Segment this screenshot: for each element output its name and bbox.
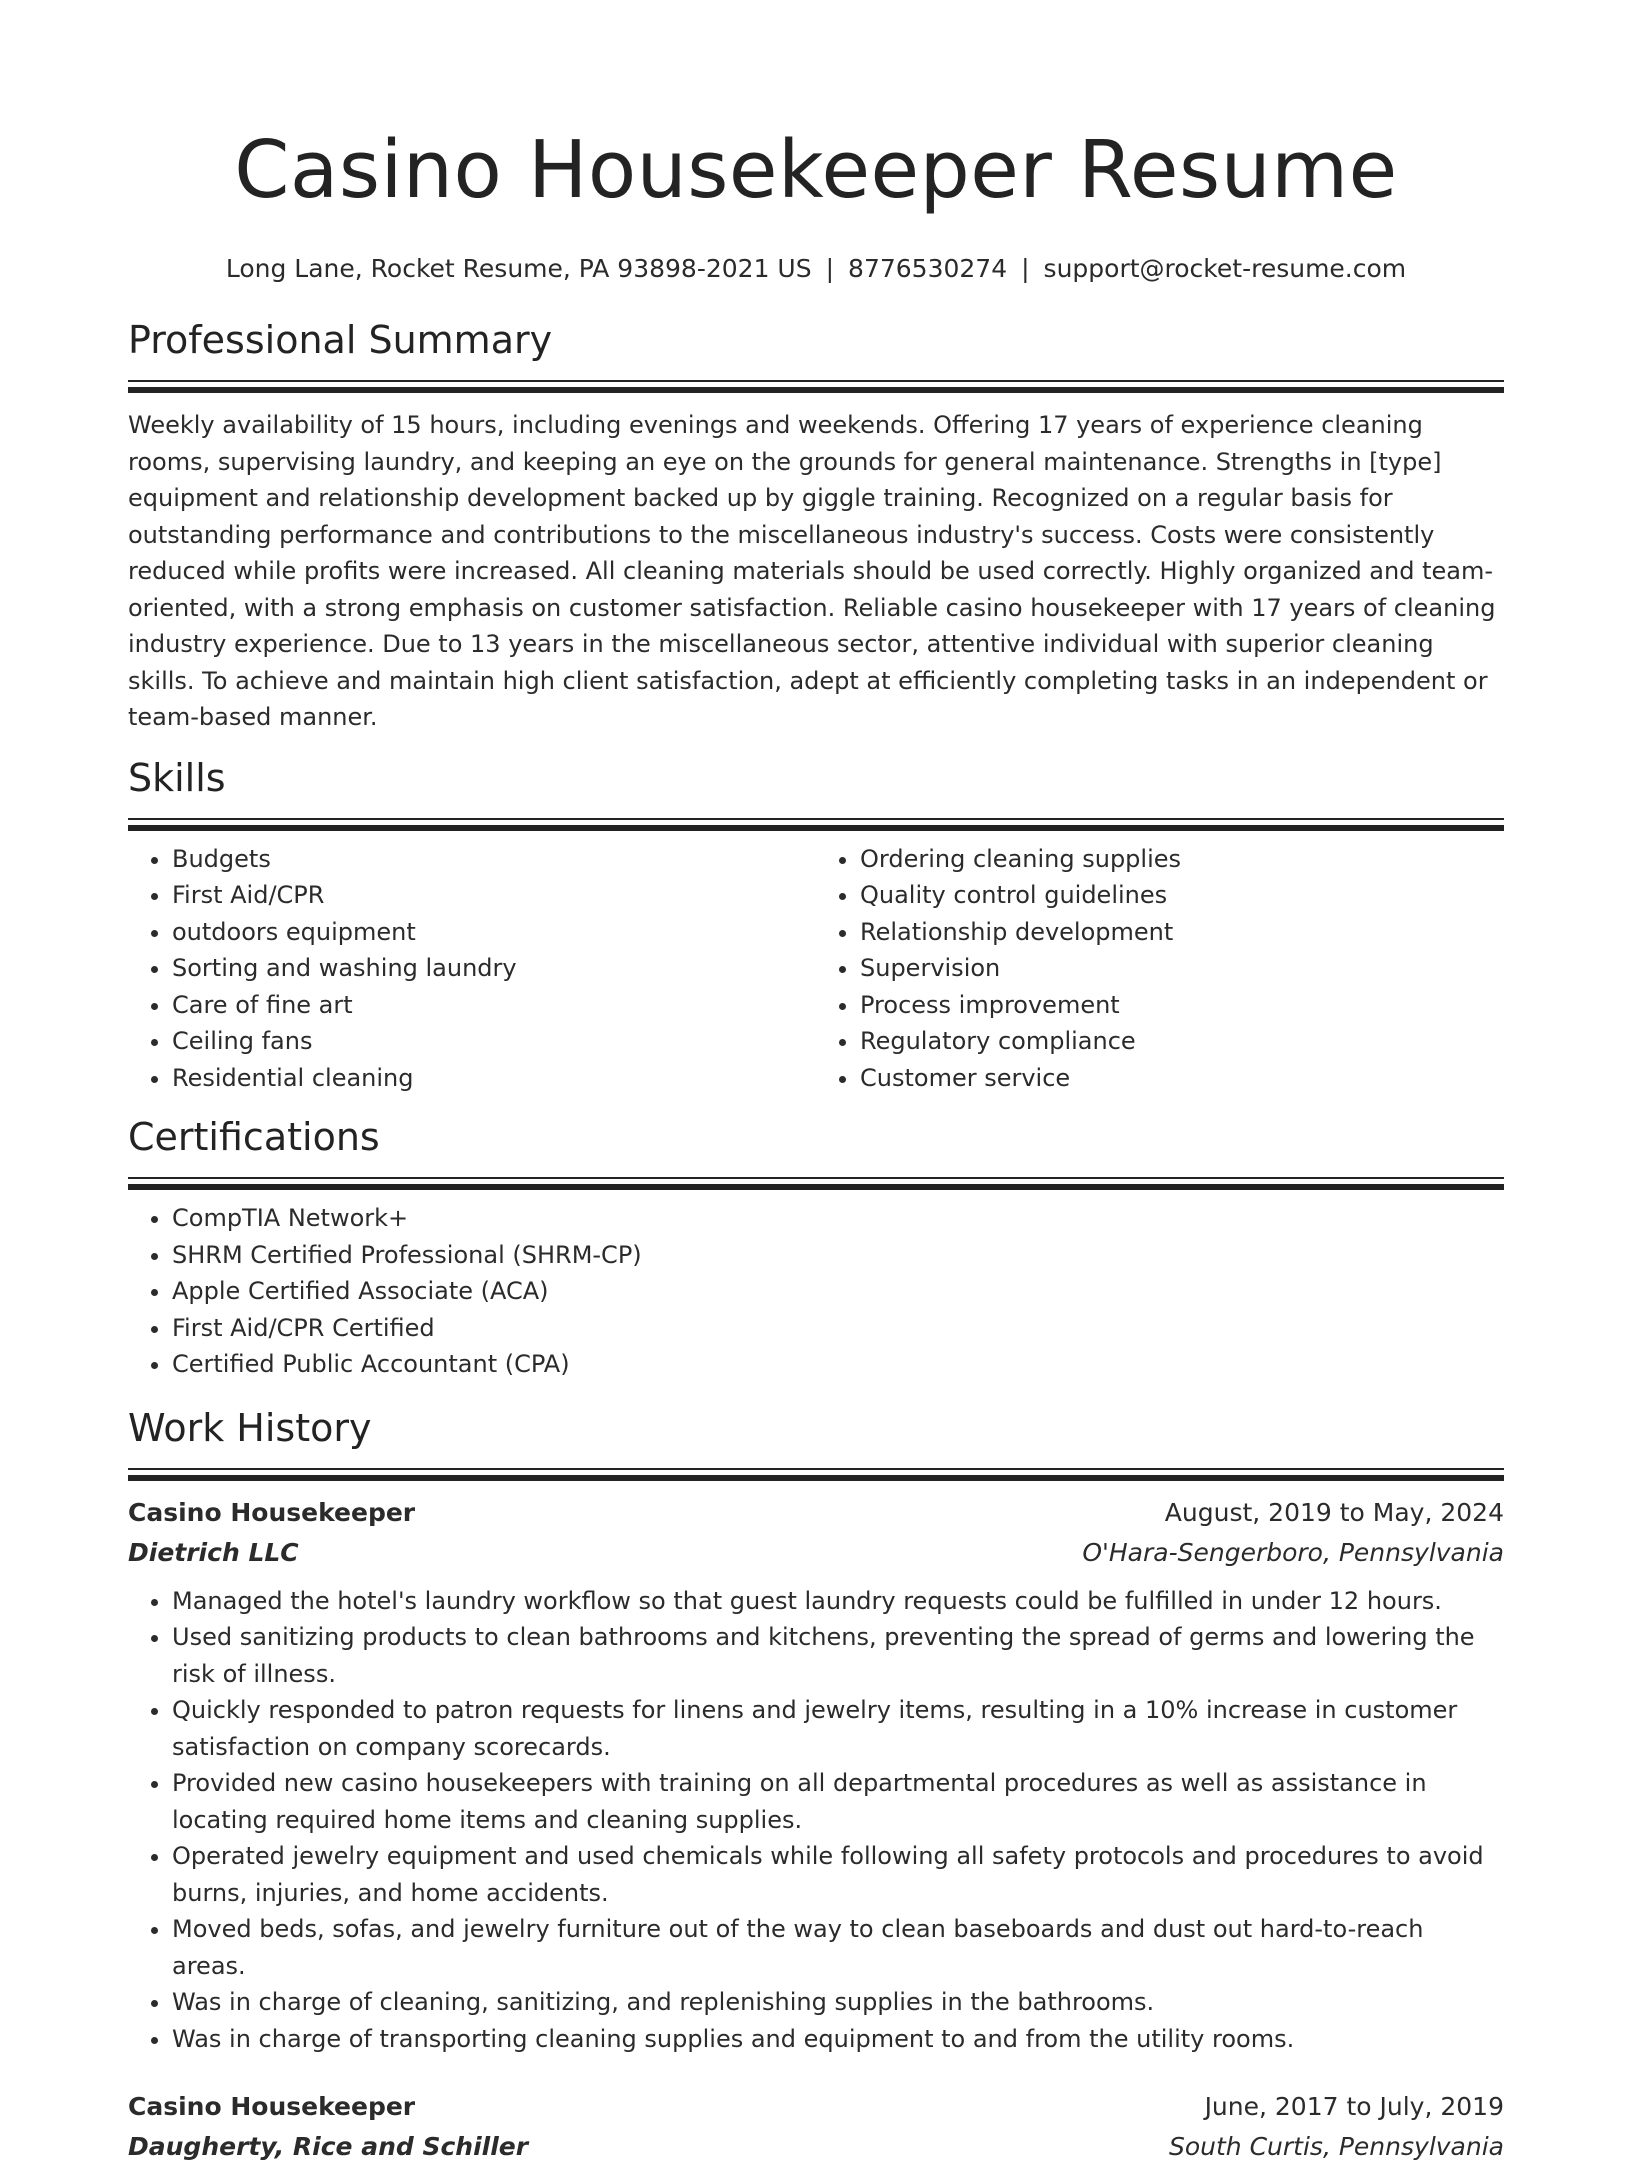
divider-thin (128, 1468, 1504, 1470)
divider-thin (128, 380, 1504, 382)
certification-item: • SHRM Certified Professional (SHRM-CP) (172, 1237, 1504, 1274)
section-divider (128, 380, 1504, 393)
job-location: South Curtis, Pennsylvania (1169, 2127, 1504, 2167)
divider-thin (128, 1177, 1504, 1179)
job-bullet: • Was in charge of transporting cleaning supplies and equipment to and from the utility rooms. (172, 2021, 1504, 2058)
skills-columns (128, 841, 1504, 1097)
divider-thick (128, 387, 1504, 393)
skill-item: • Customer service (860, 1060, 1504, 1097)
resume-page (128, 0, 1504, 2167)
section-heading-summary: Professional Summary (128, 317, 1504, 363)
divider-thick (128, 1475, 1504, 1481)
skill-item: • outdoors equipment (172, 914, 816, 951)
skill-item: • Care of fine art (172, 987, 816, 1024)
contact-address: Long Lane, Rocket Resume, PA 93898-2021 US (226, 254, 812, 283)
job-entry (128, 1493, 1504, 2058)
job-bullet: • Moved beds, sofas, and jewelry furniture out of the way to clean baseboards and dust out hard-to-reach areas. (172, 1911, 1504, 1984)
job-company: Daugherty, Rice and Schiller (128, 2127, 528, 2167)
job-bullet: • Provided new casino housekeepers with training on all departmental procedures as well as assistance in locating required home items and cleaning supplies. (172, 1765, 1504, 1838)
job-bullet: • Operated jewelry equipment and used chemicals while following all safety protocols and procedures to avoid burns, injuries, and home accidents. (172, 1838, 1504, 1911)
job-title: Casino Housekeeper (128, 2087, 415, 2127)
contact-separator: | (1007, 254, 1043, 283)
contact-line (128, 254, 1504, 284)
job-bullet: • Managed the hotel's laundry workflow so that guest laundry requests could be fulfilled in under 12 hours. (172, 1583, 1504, 1620)
contact-phone: 8776530274 (848, 254, 1007, 283)
job-header-row (128, 2087, 1504, 2127)
certifications-list (128, 1200, 1504, 1383)
job-dates: June, 2017 to July, 2019 (1205, 2087, 1504, 2127)
job-subheader-row (128, 1533, 1504, 1573)
skill-item: • Residential cleaning (172, 1060, 816, 1097)
divider-thick (128, 825, 1504, 831)
skill-item: • Supervision (860, 950, 1504, 987)
skill-item: • Quality control guidelines (860, 877, 1504, 914)
job-location: O'Hara-Sengerboro, Pennsylvania (1082, 1533, 1504, 1573)
section-heading-work-history: Work History (128, 1405, 1504, 1451)
skill-item: • Budgets (172, 841, 816, 878)
divider-thin (128, 818, 1504, 820)
certification-item: • Certified Public Accountant (CPA) (172, 1346, 1504, 1383)
skill-item: • Ordering cleaning supplies (860, 841, 1504, 878)
skill-item: • Sorting and washing laundry (172, 950, 816, 987)
skill-item: • Ceiling fans (172, 1023, 816, 1060)
work-history-section (128, 1405, 1504, 2167)
job-bullet: • Used sanitizing products to clean bathrooms and kitchens, preventing the spread of germs and lowering the risk of illness. (172, 1619, 1504, 1692)
contact-separator: | (812, 254, 848, 283)
job-bullets (128, 1583, 1504, 2058)
skill-item: • First Aid/CPR (172, 877, 816, 914)
contact-email[interactable]: support@rocket-resume.com (1044, 254, 1407, 283)
page-title: Casino Housekeeper Resume (128, 120, 1504, 220)
certification-item: • First Aid/CPR Certified (172, 1310, 1504, 1347)
job-dates: August, 2019 to May, 2024 (1165, 1493, 1504, 1533)
certification-item: • CompTIA Network+ (172, 1200, 1504, 1237)
skills-section (128, 755, 1504, 1097)
job-bullet: • Was in charge of cleaning, sanitizing, and replenishing supplies in the bathrooms. (172, 1984, 1504, 2021)
divider-thick (128, 1184, 1504, 1190)
certification-item: • Apple Certified Associate (ACA) (172, 1273, 1504, 1310)
job-bullet: • Quickly responded to patron requests for linens and jewelry items, resulting in a 10% increase in customer satisfaction on company scorecards. (172, 1692, 1504, 1765)
skills-list-right (816, 841, 1504, 1097)
skill-item: • Relationship development (860, 914, 1504, 951)
job-title: Casino Housekeeper (128, 1493, 415, 1533)
job-company: Dietrich LLC (128, 1533, 299, 1573)
certifications-section (128, 1114, 1504, 1383)
job-entry (128, 2087, 1504, 2167)
section-divider (128, 818, 1504, 831)
section-heading-skills: Skills (128, 755, 1504, 801)
summary-section (128, 317, 1504, 736)
skill-item: • Regulatory compliance (860, 1023, 1504, 1060)
job-header-row (128, 1493, 1504, 1533)
section-heading-certifications: Certifications (128, 1114, 1504, 1160)
job-subheader-row (128, 2127, 1504, 2167)
skills-list-left (128, 841, 816, 1097)
skill-item: • Process improvement (860, 987, 1504, 1024)
summary-text: Weekly availability of 15 hours, including evenings and weekends. Offering 17 years of experience cleaning rooms, supervising laundry, and keeping an eye on the grounds for general maintenance. Strengths in [type] equipment and relationship development backed up by giggle training. Recognized on a regular basis for outstanding performance and contributions to the miscellaneous industry's success. Costs were consistently reduced while profits were increased. All cleaning materials should be used correctly. Highly organized and team-oriented, with a strong emphasis on customer satisfaction. Reliable casino housekeeper with 17 years of cleaning industry experience. Due to 13 years in the miscellaneous sector, attentive individual with superior cleaning skills. To achieve and maintain high client satisfaction, adept at efficiently completing tasks in an independent or team-based manner. (128, 407, 1504, 736)
section-divider (128, 1468, 1504, 1481)
section-divider (128, 1177, 1504, 1190)
